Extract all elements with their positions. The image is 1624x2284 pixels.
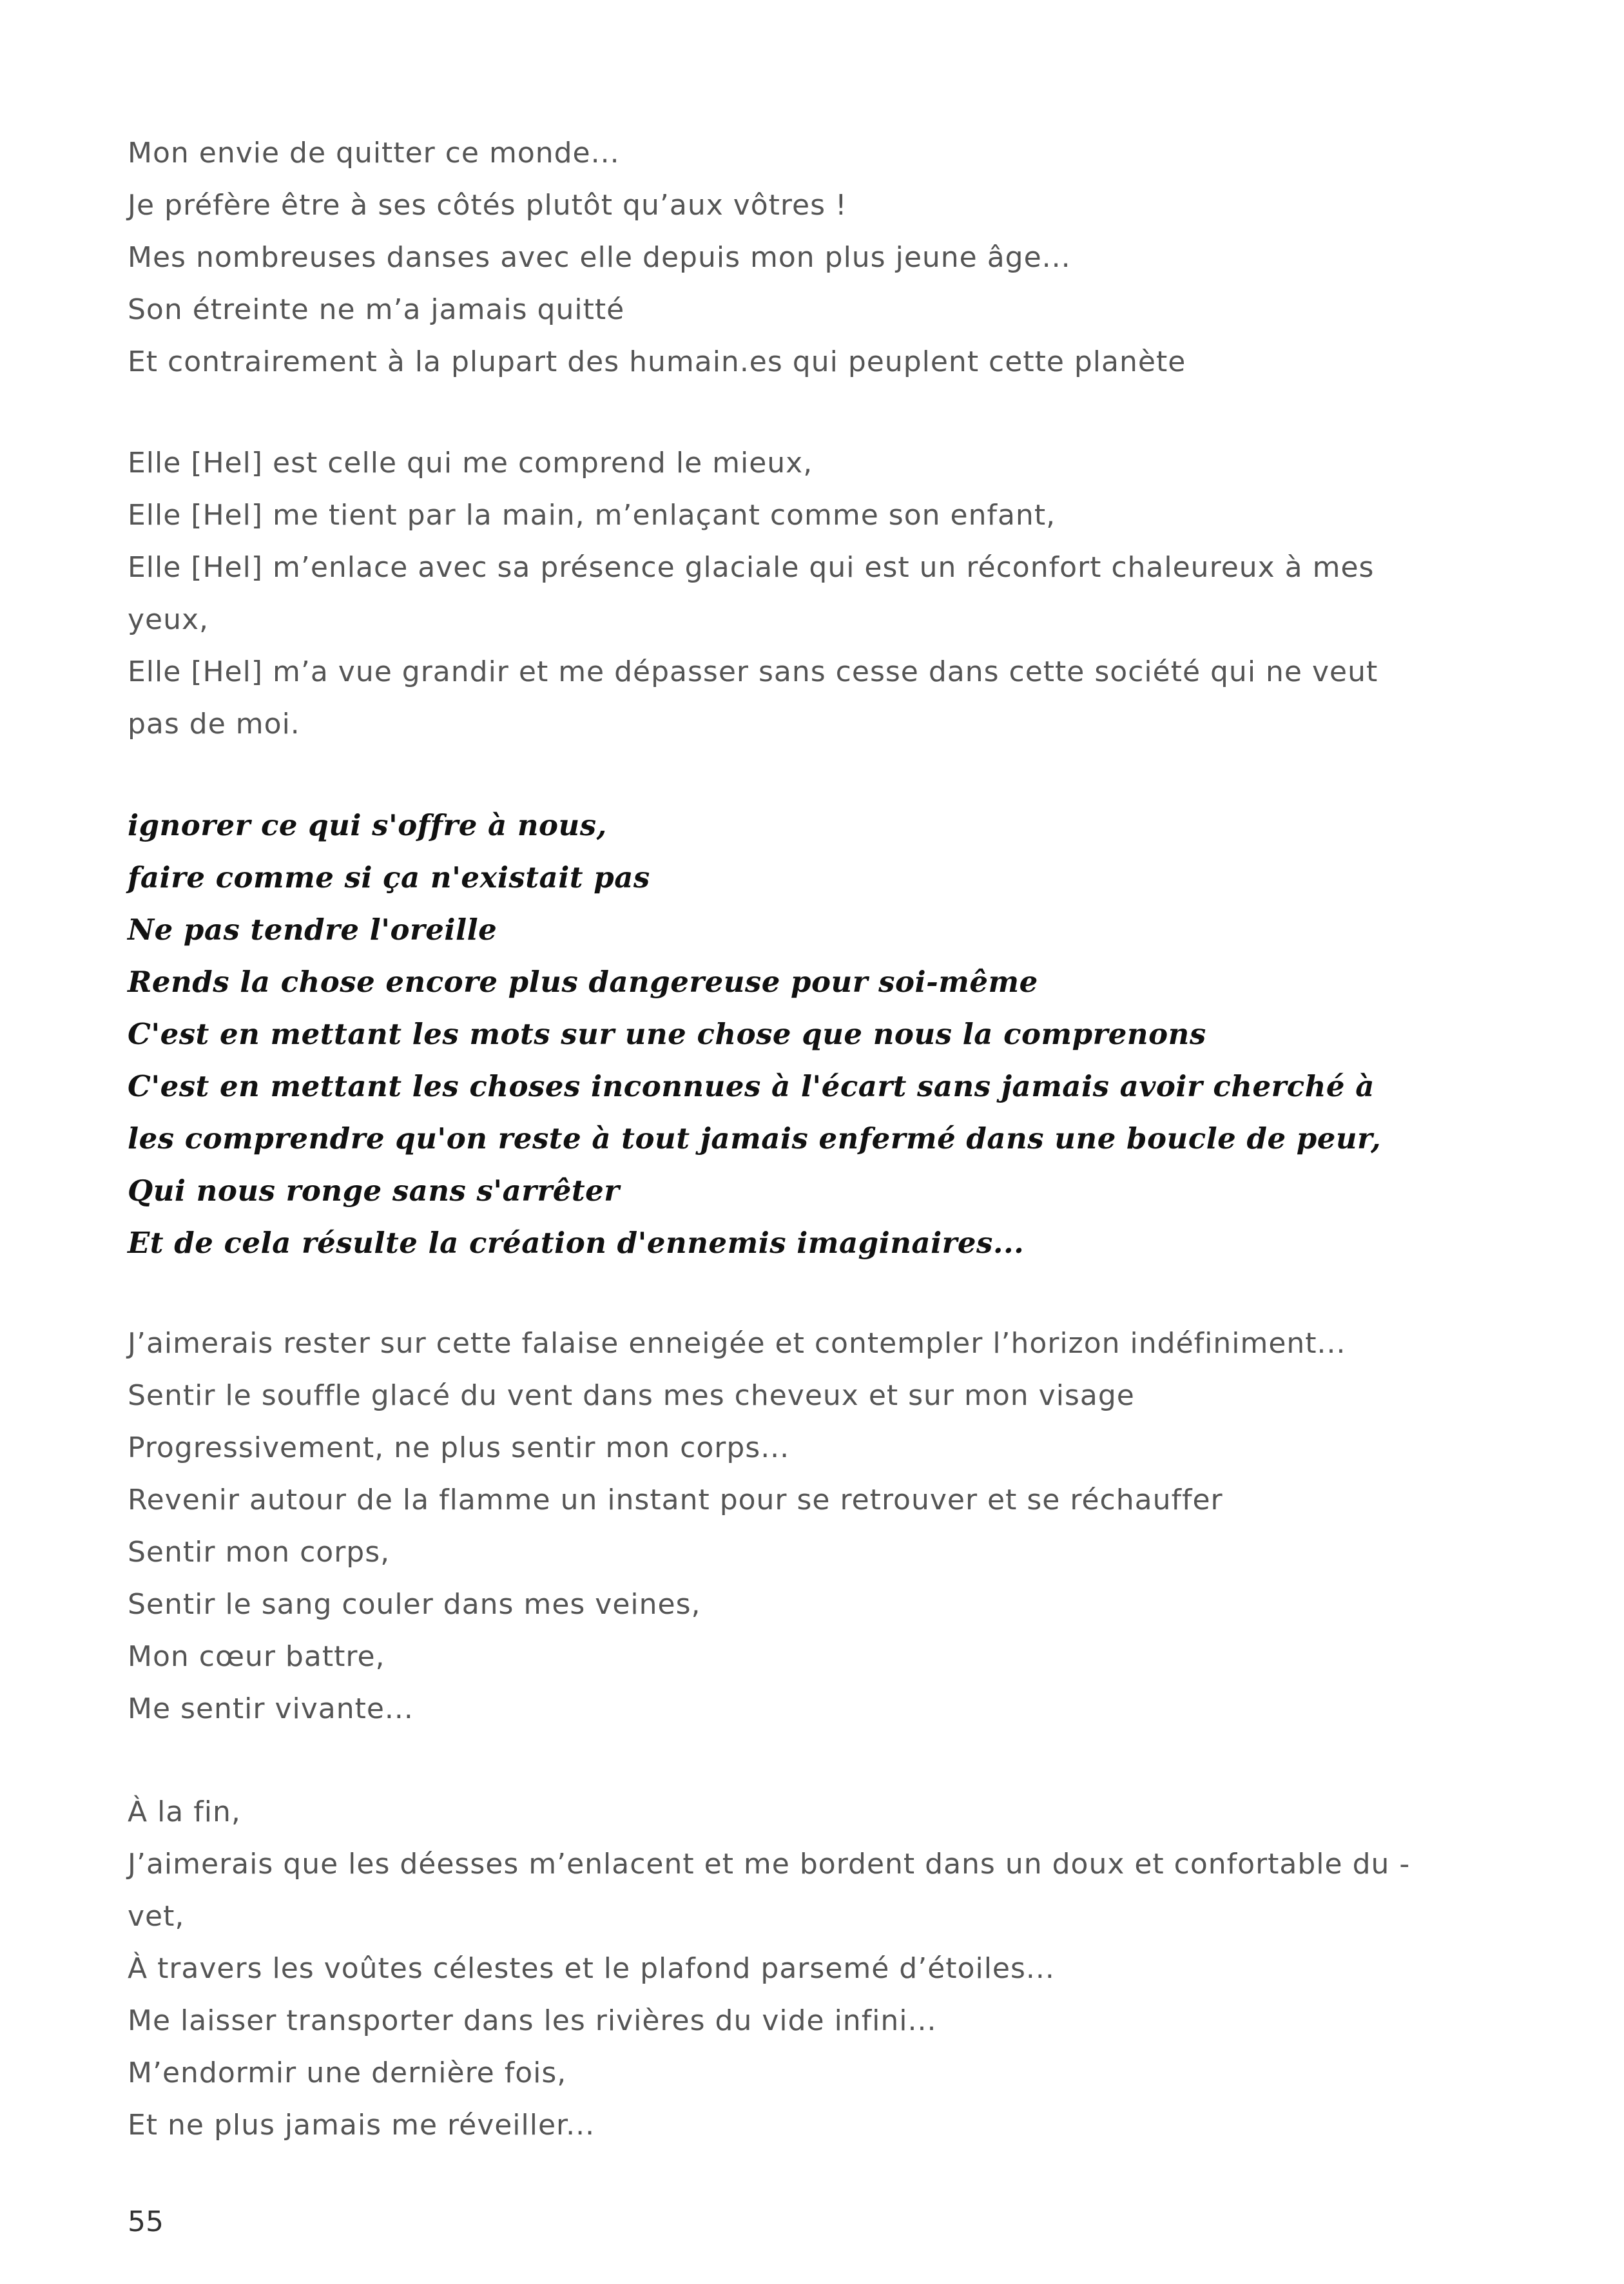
poem-line: Sentir le sang couler dans mes veines, — [128, 1588, 701, 1621]
poem-line: Mon cœur battre, — [128, 1640, 385, 1673]
poem-line: À la fin, — [128, 1795, 241, 1828]
poem-line: C'est en mettant les mots sur une chose que nous la comprenons — [128, 1017, 1206, 1051]
poem-line: M’endormir une dernière fois, — [128, 2057, 567, 2089]
poem-line: Et de cela résulte la création d'ennemis imaginaires... — [128, 1226, 1025, 1260]
poem-line: Me sentir vivante... — [128, 1692, 414, 1725]
stanza-3 — [128, 799, 1513, 1269]
poem-line: Mon envie de quitter ce monde... — [128, 137, 620, 169]
poem-line: Elle [Hel] est celle qui me comprend le mieux, — [128, 447, 813, 479]
poem-line: Elle [Hel] me tient par la main, m’enlaçant comme son enfant, — [128, 499, 1056, 532]
poem-line: J’aimerais que les déesses m’enlacent et me bordent dans un doux et confortable du - — [128, 1848, 1411, 1881]
poem-line: Je préfère être à ses côtés plutôt qu’aux vôtres ! — [128, 189, 847, 222]
poem-line: ignorer ce qui s'offre à nous, — [128, 808, 607, 842]
poem-line: À travers les voûtes célestes et le plafond parsemé d’étoiles... — [128, 1952, 1055, 1985]
poem-line: C'est en mettant les choses inconnues à l'écart sans jamais avoir cherché à — [128, 1069, 1375, 1103]
poem-line: Et ne plus jamais me réveiller... — [128, 2109, 595, 2142]
poem-line: J’aimerais rester sur cette falaise enneigée et contempler l’horizon indéfiniment... — [128, 1327, 1346, 1360]
stanza-2 — [128, 437, 1513, 750]
poem-line: Rends la chose encore plus dangereuse pour soi-même — [128, 965, 1038, 999]
poem-line: Elle [Hel] m’a vue grandir et me dépasser sans cesse dans cette société qui ne veut — [128, 655, 1378, 688]
poem-line: Et contrairement à la plupart des humain.es qui peuplent cette planète — [128, 345, 1186, 378]
stanza-4 — [128, 1317, 1513, 1735]
poem-line: Mes nombreuses danses avec elle depuis mon plus jeune âge... — [128, 241, 1071, 274]
poem-line: Revenir autour de la flamme un instant pour se retrouver et se réchauffer — [128, 1484, 1223, 1516]
poem-line: Son étreinte ne m’a jamais quitté — [128, 293, 625, 326]
poem-line: vet, — [128, 1900, 185, 1933]
poem-line: Me laisser transporter dans les rivières du vide infini... — [128, 2004, 937, 2037]
poem-line: faire comme si ça n'existait pas — [128, 860, 650, 895]
poem-line: Qui nous ronge sans s'arrêter — [128, 1174, 620, 1208]
page-number: 55 — [128, 2205, 164, 2238]
poem-line: les comprendre qu'on reste à tout jamais enfermé dans une boucle de peur, — [128, 1121, 1382, 1156]
poem-line: Elle [Hel] m’enlace avec sa présence glaciale qui est un réconfort chaleureux à mes — [128, 551, 1375, 584]
poem-line: Progressivement, ne plus sentir mon corps... — [128, 1431, 790, 1464]
poem-line: yeux, — [128, 603, 209, 636]
poem-line: Ne pas tendre l'oreille — [128, 913, 498, 947]
poem-line: pas de moi. — [128, 708, 300, 740]
poem-line: Sentir mon corps, — [128, 1536, 391, 1569]
stanza-1 — [128, 127, 1513, 388]
poem-line: Sentir le souffle glacé du vent dans mes cheveux et sur mon visage — [128, 1379, 1135, 1412]
stanza-5 — [128, 1786, 1513, 2151]
